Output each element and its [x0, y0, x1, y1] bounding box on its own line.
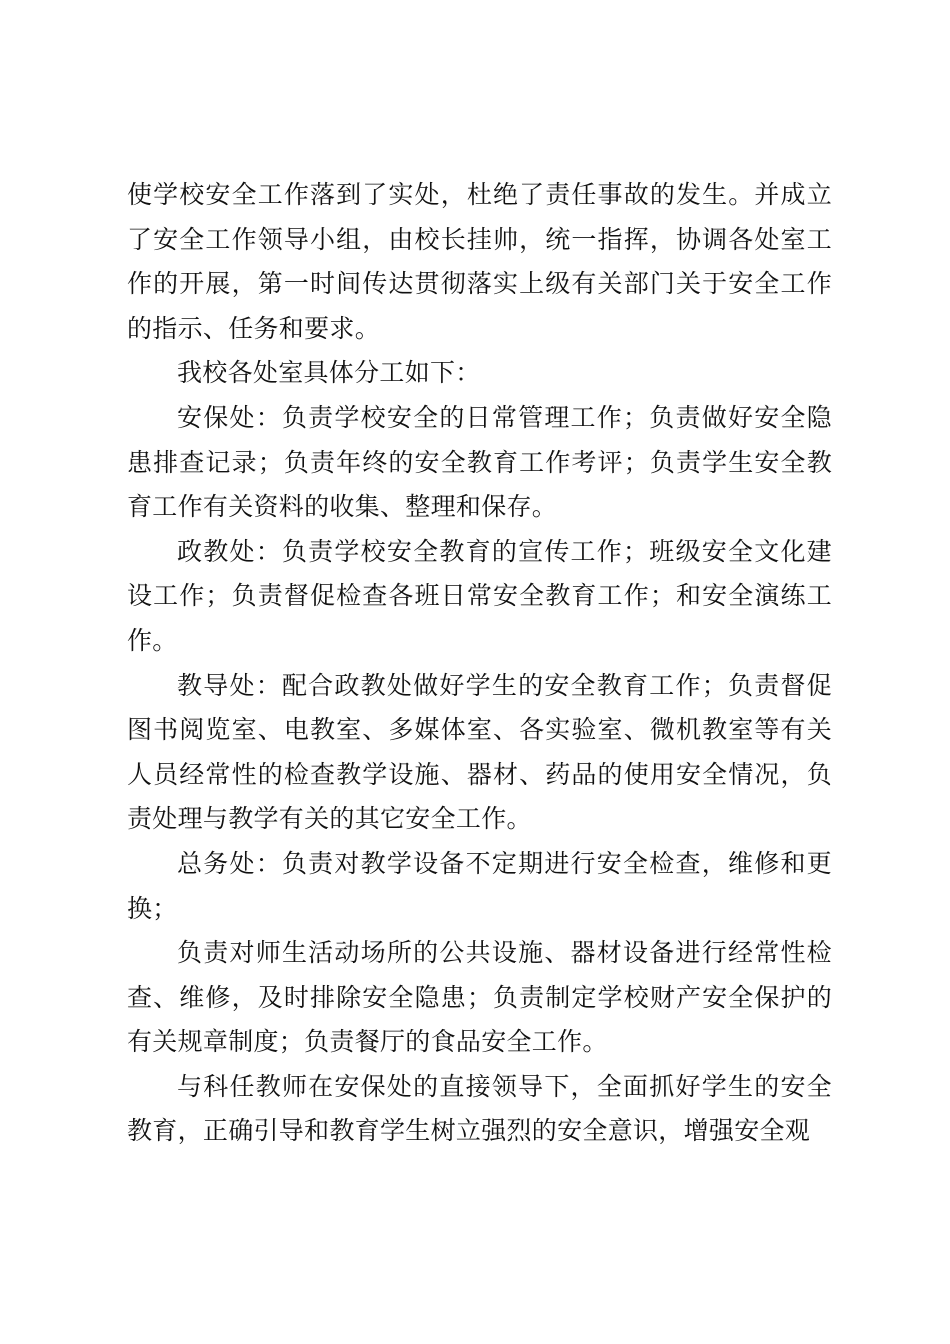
paragraph-teachers-duties: 与科任教师在安保处的直接领导下，全面抓好学生的安全教育，正确引导和教育学生树立强烈的安全意识，增强安全观: [127, 1071, 832, 1146]
body-text: [127, 173, 832, 1154]
paragraph-facilities-duties: 负责对师生活动场所的公共设施、器材设备进行经常性检查、维修，及时排除安全隐患；负责制定学校财产安全保护的有关规章制度；负责餐厅的食品安全工作。: [127, 938, 832, 1057]
paragraph-general-affairs-office: 总务处：负责对教学设备不定期进行安全检查，维修和更换；: [127, 848, 832, 923]
paragraph-continuation: 使学校安全工作落到了实处，杜绝了责任事故的发生。并成立了安全工作领导小组，由校长挂帅，统一指挥，协调各处室工作的开展，第一时间传达贯彻落实上级有关部门关于安全工作的指示、任务和要求。: [127, 180, 832, 343]
paragraph-political-office: 政教处：负责学校安全教育的宣传工作；班级安全文化建设工作；负责督促检查各班日常安全教育工作；和安全演练工作。: [127, 536, 832, 655]
paragraph-academic-office: 教导处：配合政教处做好学生的安全教育工作；负责督促图书阅览室、电教室、多媒体室、各实验室、微机教室等有关人员经常性的检查教学设施、器材、药品的使用安全情况，负责处理与教学有关的其它安全工作。: [127, 670, 832, 834]
paragraph-division-intro: 我校各处室具体分工如下：: [177, 358, 481, 388]
paragraph-security-office: 安保处：负责学校安全的日常管理工作；负责做好安全隐患排查记录；负责年终的安全教育工作考评；负责学生安全教育工作有关资料的收集、整理和保存。: [127, 402, 832, 522]
